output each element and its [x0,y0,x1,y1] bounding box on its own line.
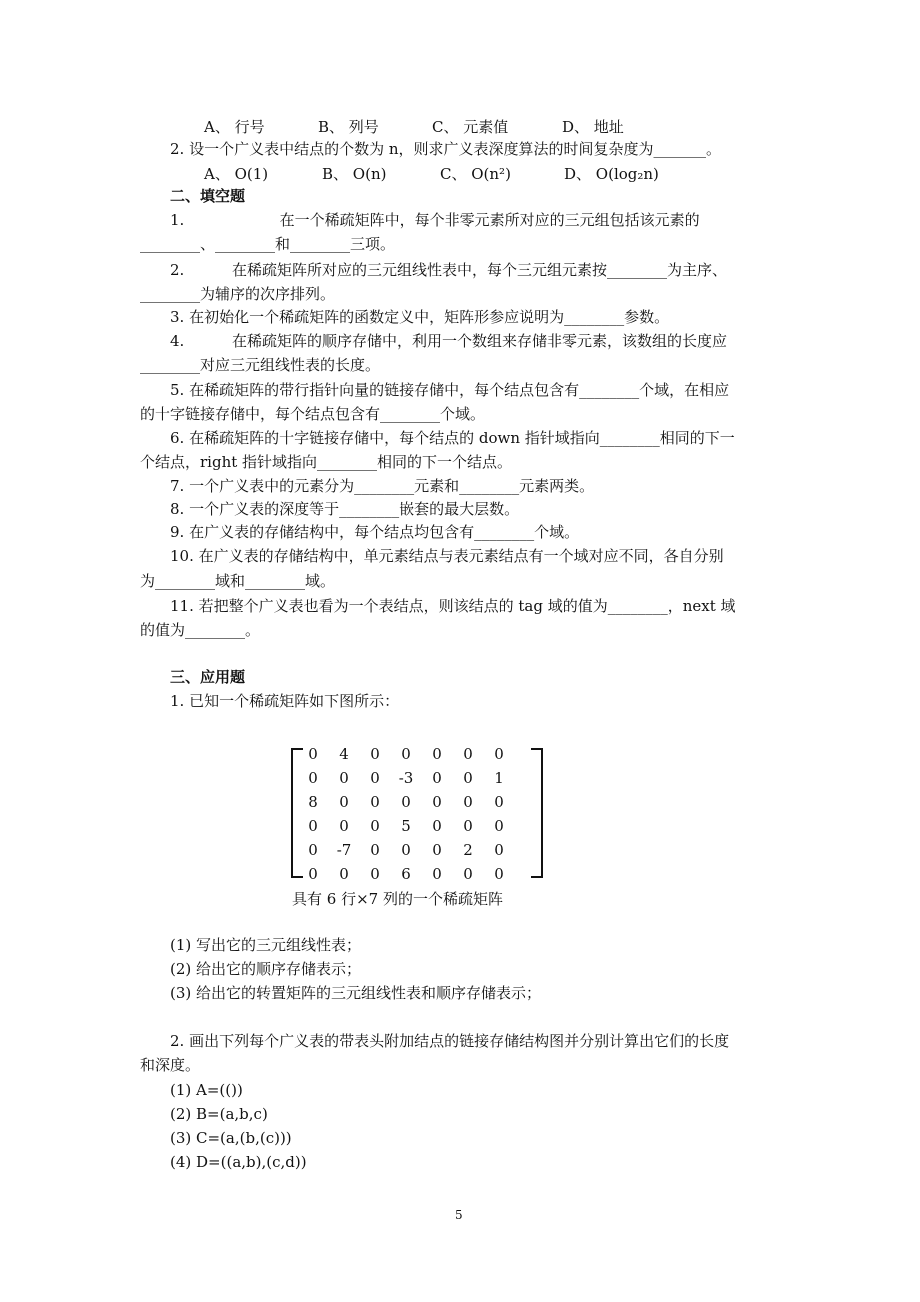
matrix-cell: 0 [370,841,380,859]
matrix-cell: 0 [339,793,349,811]
matrix-right-bracket [531,748,543,878]
matrix-cell: 0 [308,817,318,835]
matrix-cell: 0 [463,745,473,763]
fill-line: 9. 在广义表的存储结构中，每个结点均包含有________个域。 [170,523,580,541]
matrix-cell: 0 [494,745,504,763]
q2-item: (3) C=(a,(b,(c))) [170,1129,292,1147]
option-c: C、 O(n²) [440,165,511,183]
fill-line: 3. 在初始化一个稀疏矩阵的函数定义中，矩阵形参应说明为________参数。 [170,308,670,326]
fill-line: 的值为________。 [140,621,261,639]
matrix-cell: 0 [494,793,504,811]
option-a: A、 行号 [204,118,265,136]
section-heading-fill: 二、填空题 [170,187,246,205]
matrix-cell: 0 [432,817,442,835]
matrix-cell: 0 [370,769,380,787]
matrix-cell: 0 [370,817,380,835]
page-number: 5 [455,1208,463,1222]
option-a: A、 O(1) [204,165,269,183]
q2-item: (2) B=(a,b,c) [170,1105,268,1123]
fill-line: 5. 在稀疏矩阵的带行指针向量的链接存储中，每个结点包含有________个域，在相应 [170,381,730,399]
matrix-cell: 0 [339,865,349,883]
matrix-cell: 6 [401,865,411,883]
fill-line: 为________域和________域。 [140,572,336,590]
q2-item: (1) A=(()) [170,1081,243,1099]
matrix-cell: 0 [432,769,442,787]
matrix-cell: 0 [401,745,411,763]
matrix-cell: 0 [432,793,442,811]
application-question-1: 1. 已知一个稀疏矩阵如下图所示： [170,692,400,710]
matrix-cell: 0 [432,841,442,859]
matrix-cell: 0 [370,865,380,883]
matrix-cell: 0 [339,769,349,787]
fill-line: 个结点，right 指针域指向________相同的下一个结点。 [140,453,513,471]
matrix-cell: 0 [339,817,349,835]
matrix-cell: -3 [398,769,414,787]
application-question-2: 2. 画出下列每个广义表的带表头附加结点的链接存储结构图并分别计算出它们的长度 [170,1032,730,1050]
fill-line: 4. 在稀疏矩阵的顺序存储中，利用一个数组来存储非零元素，该数组的长度应 [170,332,727,350]
matrix-cell: 0 [370,745,380,763]
fill-line: 6. 在稀疏矩阵的十字链接存储中，每个结点的 down 指针域指向________相同的下一 [170,429,735,447]
fill-line: ________对应三元组线性表的长度。 [140,356,381,374]
matrix-caption: 具有 6 行×7 列的一个稀疏矩阵 [292,890,503,908]
matrix-cell: 0 [432,865,442,883]
q1-item: (1) 写出它的三元组线性表； [170,936,362,954]
fill-line: 11. 若把整个广义表也看为一个表结点，则该结点的 tag 域的值为________，next 域 [170,597,736,615]
matrix-cell: 0 [401,841,411,859]
fill-line: 的十字链接存储中，每个结点包含有________个域。 [140,405,486,423]
option-b: B、 O(n) [322,165,387,183]
fill-line: ________、________和________三项。 [140,235,396,253]
matrix-cell: 8 [308,793,318,811]
fill-line: 10. 在广义表的存储结构中，单元素结点与表元素结点有一个域对应不同，各自分别 [170,547,724,565]
fill-line: 8. 一个广义表的深度等于________嵌套的最大层数。 [170,500,520,518]
matrix-cell: 0 [308,745,318,763]
fill-line: 1. 在一个稀疏矩阵中，每个非零元素所对应的三元组包括该元素的 [170,211,700,229]
matrix-cell: 0 [308,769,318,787]
q1-item: (2) 给出它的顺序存储表示； [170,960,362,978]
matrix-cell: 0 [370,793,380,811]
matrix-cell: 5 [401,817,411,835]
matrix-cell: 2 [463,841,473,859]
matrix-cell: 0 [432,745,442,763]
fill-line: 7. 一个广义表中的元素分为________元素和________元素两类。 [170,477,595,495]
option-d: D、 地址 [562,118,624,136]
matrix-cell: 0 [308,865,318,883]
option-c: C、 元素值 [432,118,509,136]
q1-item: (3) 给出它的转置矩阵的三元组线性表和顺序存储表示； [170,984,542,1002]
question-2: 2. 设一个广义表中结点的个数为 n，则求广义表深度算法的时间复杂度为_______。 [170,140,722,158]
matrix-cell: -7 [336,841,352,859]
matrix-cell: 1 [494,769,504,787]
matrix-cell: 0 [494,865,504,883]
sparse-matrix [291,744,543,883]
section-heading-application: 三、应用题 [170,668,246,686]
option-d: D、 O(log₂n) [564,165,659,183]
matrix-cell: 0 [463,793,473,811]
matrix-cell: 0 [463,769,473,787]
matrix-cell: 0 [401,793,411,811]
fill-line: 2. 在稀疏矩阵所对应的三元组线性表中，每个三元组元素按________为主序、 [170,261,727,279]
option-b: B、 列号 [318,118,379,136]
matrix-cell: 0 [463,817,473,835]
application-question-2-cont: 和深度。 [140,1056,201,1074]
matrix-cell: 0 [463,865,473,883]
matrix-cell: 0 [308,841,318,859]
fill-line: ________为辅序的次序排列。 [140,285,336,303]
matrix-cell: 0 [494,817,504,835]
q2-item: (4) D=((a,b),(c,d)) [170,1153,307,1171]
matrix-cell: 0 [494,841,504,859]
matrix-cell: 4 [339,745,349,763]
